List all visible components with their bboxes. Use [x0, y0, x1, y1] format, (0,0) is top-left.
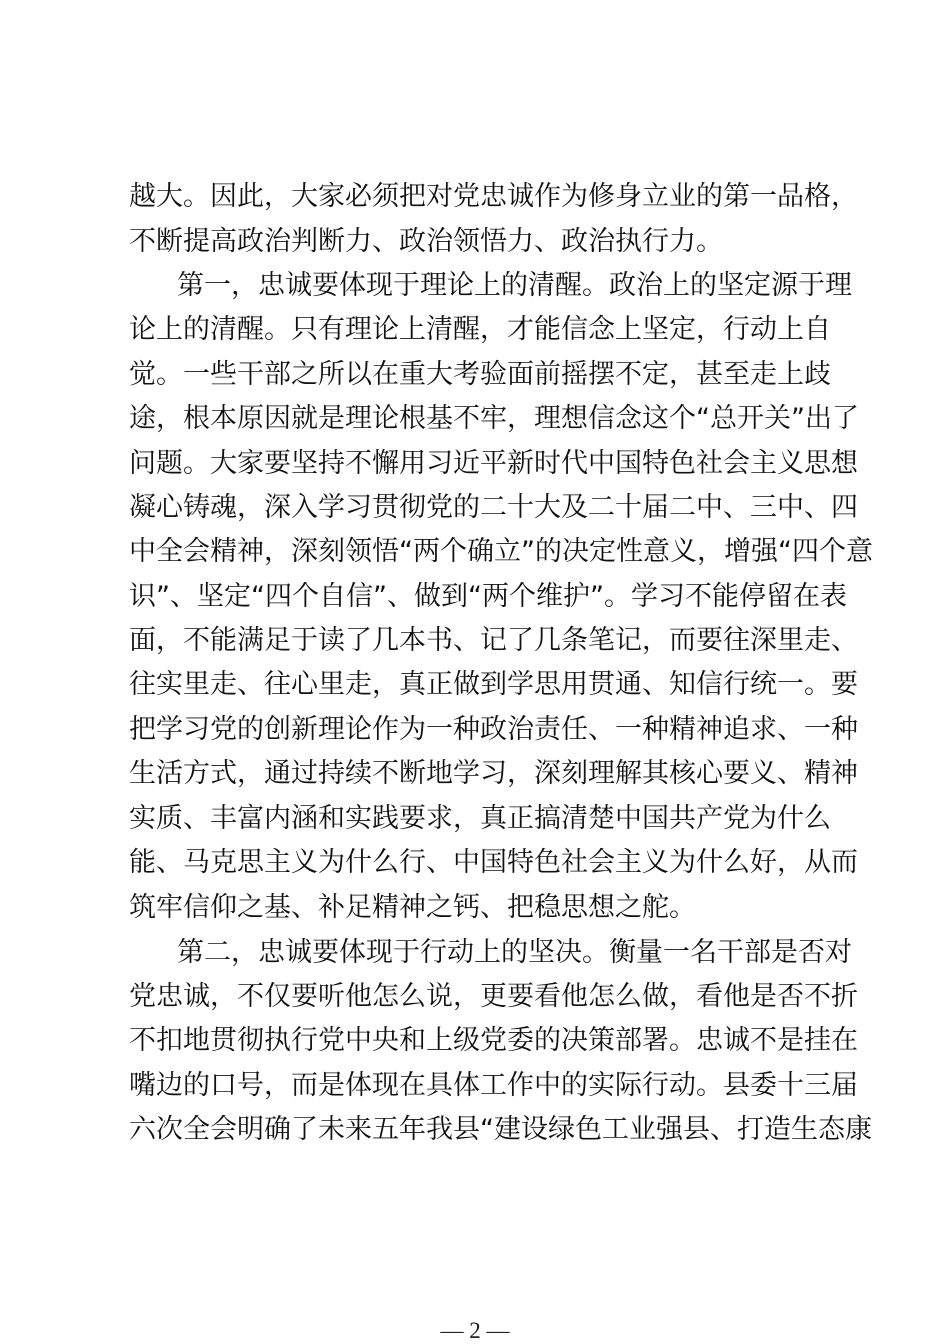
paragraph-2-first-line: 第二，忠诚要体现于行动上的坚决。衡量一名干部是否对: [177, 937, 852, 968]
text-line-16: 能、马克思主义为什么行、中国特色社会主义为什么好，从而: [129, 847, 858, 878]
text-line-14: 生活方式，通过持续不断地学习，深刻理解其核心要义、精神: [129, 758, 858, 789]
text-line-21: 嘴边的口号，而是体现在具体工作中的实际行动。县委十三届: [129, 1070, 858, 1101]
text-line-4: 论上的清醒。只有理论上清醒，才能信念上坚定，行动上自: [129, 314, 831, 345]
text-line-13: 把学习党的创新理论作为一种政治责任、一种精神追求、一种: [129, 714, 858, 745]
page-number: — 2 —: [440, 1318, 510, 1343]
text-line-22: 六次全会明确了未来五年我县“建设绿色工业强县、打造生态康: [129, 1114, 872, 1145]
text-line-15: 实质、丰富内涵和实践要求，真正搞清楚中国共产党为什么: [129, 803, 831, 834]
text-line-19: 党忠诚，不仅要听他怎么说，更要看他怎么做，看他是否不折: [129, 981, 858, 1012]
text-line-6: 途，根本原因就是理论根基不牢，理想信念这个“总开关”出了: [129, 403, 859, 434]
text-line-17: 筑牢信仰之基、补足精神之钙、把稳思想之舵。: [129, 892, 696, 923]
text-line-2: 不断提高政治判断力、政治领悟力、政治执行力。: [129, 226, 723, 257]
text-line-5: 觉。一些干部之所以在重大考验面前摇摆不定，甚至走上歧: [129, 359, 831, 390]
text-line-11: 面，不能满足于读了几本书、记了几条笔记，而要往深里走、: [129, 625, 858, 656]
text-line-20: 不扣地贯彻执行党中央和上级党委的决策部署。忠诚不是挂在: [129, 1025, 858, 1056]
text-line-12: 往实里走、往心里走，真正做到学思用贯通、知信行统一。要: [129, 669, 858, 700]
text-line-1: 越大。因此，大家必须把对党忠诚作为修身立业的第一品格，: [129, 181, 858, 212]
text-line-9: 中全会精神，深刻领悟“两个确立”的决定性意义，增强“四个意: [129, 536, 873, 567]
paragraph-1-first-line: 第一，忠诚要体现于理论上的清醒。政治上的坚定源于理: [177, 270, 852, 301]
text-line-7: 问题。大家要坚持不懈用习近平新时代中国特色社会主义思想: [129, 448, 858, 479]
text-line-10: 识”、坚定“四个自信”、做到“两个维护”。学习不能停留在表: [129, 581, 847, 612]
text-line-8: 凝心铸魂，深入学习贯彻党的二十大及二十届二中、三中、四: [129, 492, 858, 523]
